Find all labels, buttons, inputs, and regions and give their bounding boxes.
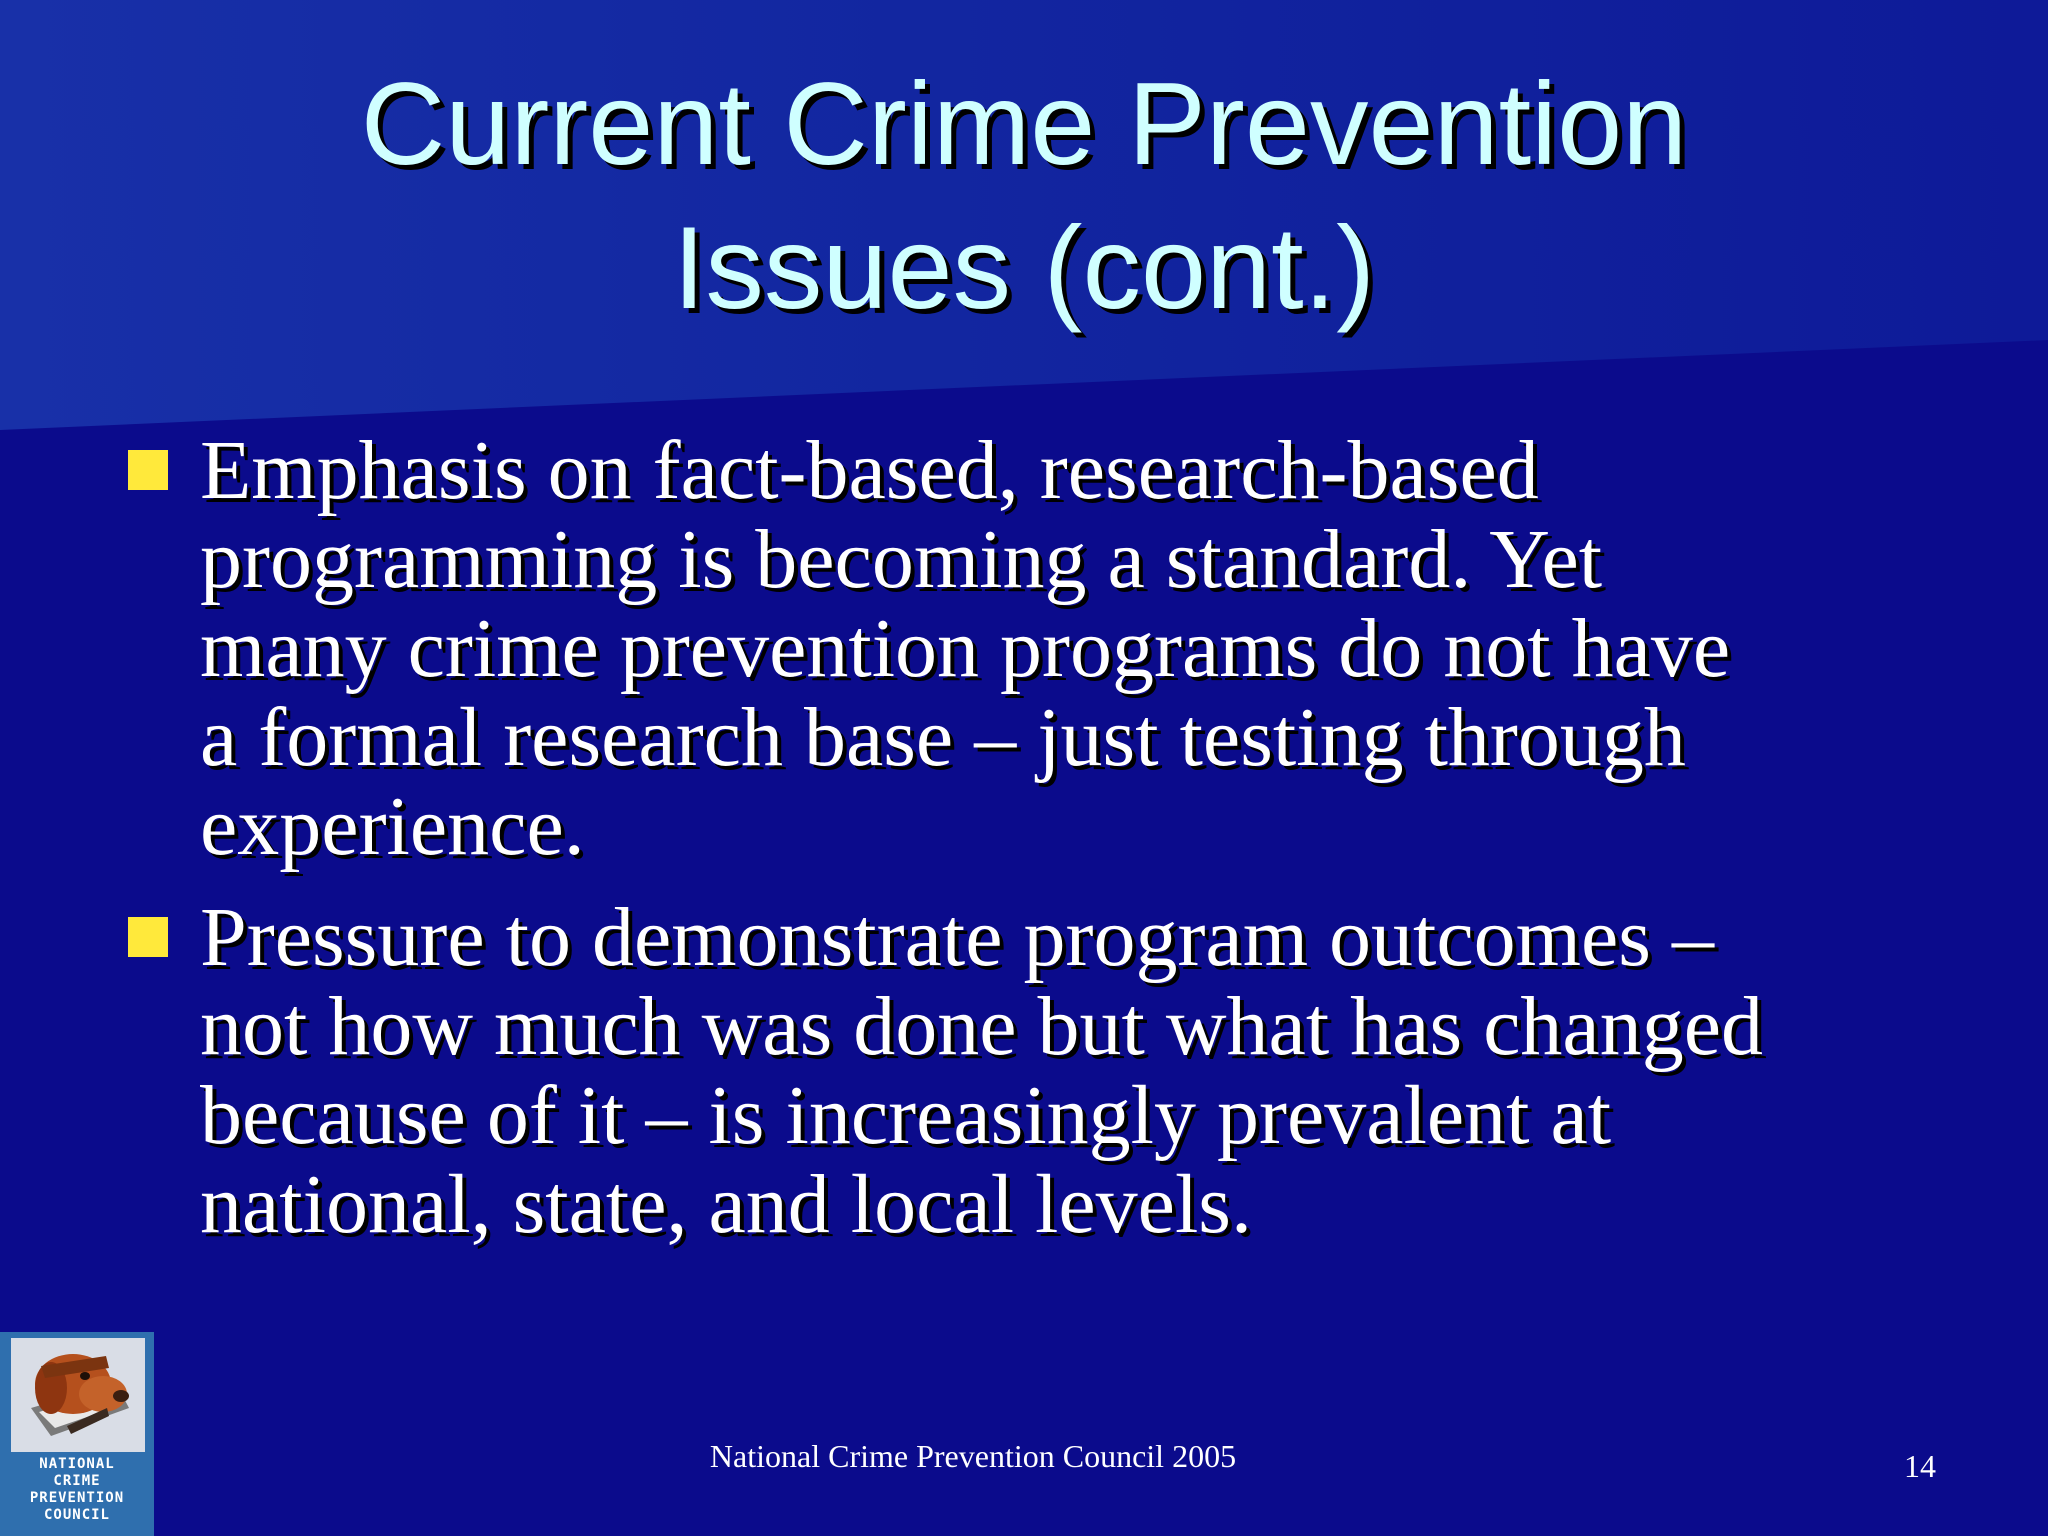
bullet-text: Pressure to demonstrate program outcomes – not how much was done but what has changed because of it – is increasingly prevalent at national, state, and local levels. — [200, 891, 1763, 1251]
page-number: 14 — [1904, 1448, 1936, 1484]
square-bullet-icon — [128, 917, 168, 957]
bullet-text: Emphasis on fact-based, research-based programming is becoming a standard. Yet many crime prevention programs do not have a formal research base – just testing through experience. — [200, 424, 1731, 873]
slide-title: Current Crime Prevention Issues (cont.) — [360, 58, 1688, 333]
square-bullet-icon — [128, 450, 168, 490]
bullet-list — [0, 426, 2048, 1271]
mcgruff-dog-icon — [11, 1338, 145, 1452]
bullet-item — [0, 426, 2048, 871]
bullet-item — [0, 893, 2048, 1249]
footer-text: National Crime Prevention Council 2005 — [709, 1438, 1237, 1474]
logo-text: NATIONAL CRIME PREVENTION COUNCIL — [29, 1456, 125, 1523]
ncpc-logo — [0, 1332, 154, 1536]
